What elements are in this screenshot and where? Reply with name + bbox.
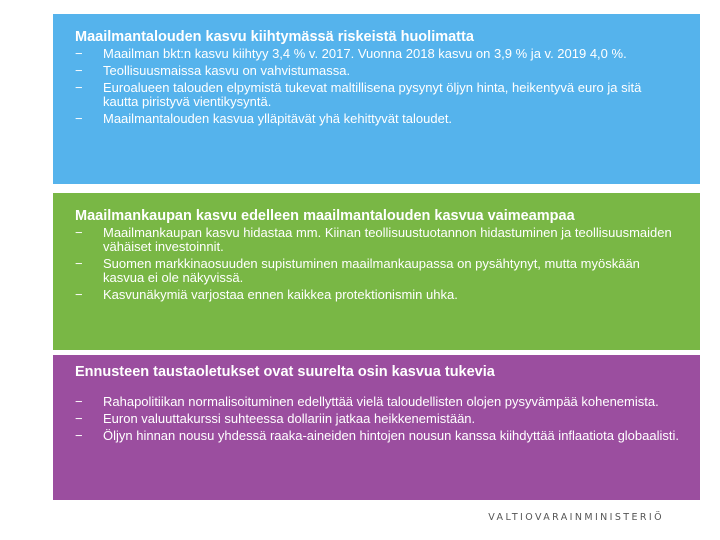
dash-bullet: − bbox=[75, 80, 83, 95]
dash-bullet: − bbox=[75, 111, 83, 126]
list-item-text: Maailman bkt:n kasvu kiihtyy 3,4 % v. 2017. Vuonna 2018 kasvu on 3,9 % ja v. 2019 4,0 %. bbox=[103, 46, 627, 61]
list-item bbox=[75, 288, 680, 302]
bullet-list bbox=[75, 226, 680, 302]
list-item-text: Teollisuusmaissa kasvu on vahvistumassa. bbox=[103, 63, 351, 78]
list-item bbox=[75, 64, 680, 78]
dash-bullet: − bbox=[75, 225, 83, 240]
panel-heading: Maailmantalouden kasvu kiihtymässä riskeistä huolimatta bbox=[75, 29, 474, 45]
list-item-text: Rahapolitiikan normalisoituminen edellyttää vielä taloudellisten olojen pysyvämpää kohenemista. bbox=[103, 394, 659, 409]
list-item bbox=[75, 226, 680, 254]
dash-bullet: − bbox=[75, 63, 83, 78]
bullet-list bbox=[75, 395, 680, 443]
list-item-text: Maailmantalouden kasvua ylläpitävät yhä kehittyvät taloudet. bbox=[103, 111, 453, 126]
panel-heading: Ennusteen taustaoletukset ovat suurelta osin kasvua tukevia bbox=[75, 364, 495, 380]
panel-heading: Maailmankaupan kasvu edelleen maailmantalouden kasvua vaimeampaa bbox=[75, 208, 575, 224]
list-item-text: Maailmankaupan kasvu hidastaa mm. Kiinan teollisuustuotannon hidastuminen ja teollisuusmaiden vähäiset investoinnit. bbox=[103, 225, 672, 254]
list-item-text: Suomen markkinaosuuden supistuminen maailmankaupassa on pysähtynyt, mutta myöskään kasvua ei ole näkyvissä. bbox=[103, 256, 640, 285]
dash-bullet: − bbox=[75, 394, 83, 409]
list-item bbox=[75, 112, 680, 126]
panel-world-economy bbox=[53, 14, 700, 184]
list-item bbox=[75, 395, 680, 409]
list-item bbox=[75, 47, 680, 61]
ministry-logo: VALTIOVARAINMINISTERIÖ bbox=[488, 512, 664, 523]
list-item bbox=[75, 429, 680, 443]
panel-world-trade bbox=[53, 193, 700, 350]
dash-bullet: − bbox=[75, 46, 83, 61]
list-item bbox=[75, 257, 680, 285]
list-item bbox=[75, 412, 680, 426]
panel-forecast-assumptions bbox=[53, 355, 700, 500]
list-item-text: Kasvunäkymiä varjostaa ennen kaikkea protektionismin uhka. bbox=[103, 287, 458, 302]
dash-bullet: − bbox=[75, 287, 83, 302]
dash-bullet: − bbox=[75, 428, 83, 443]
list-item bbox=[75, 81, 680, 109]
list-item-text: Öljyn hinnan nousu yhdessä raaka-aineiden hintojen nousun kanssa kiihdyttää inflaatiota globaalisti. bbox=[103, 428, 679, 443]
bullet-list bbox=[75, 47, 680, 126]
list-item-text: Euron valuuttakurssi suhteessa dollariin jatkaa heikkenemistään. bbox=[103, 411, 476, 426]
dash-bullet: − bbox=[75, 256, 83, 271]
dash-bullet: − bbox=[75, 411, 83, 426]
list-item-text: Euroalueen talouden elpymistä tukevat maltillisena pysynyt öljyn hinta, heikentyvä euro ja sitä kautta piristyvä vientikysyntä. bbox=[103, 80, 642, 109]
